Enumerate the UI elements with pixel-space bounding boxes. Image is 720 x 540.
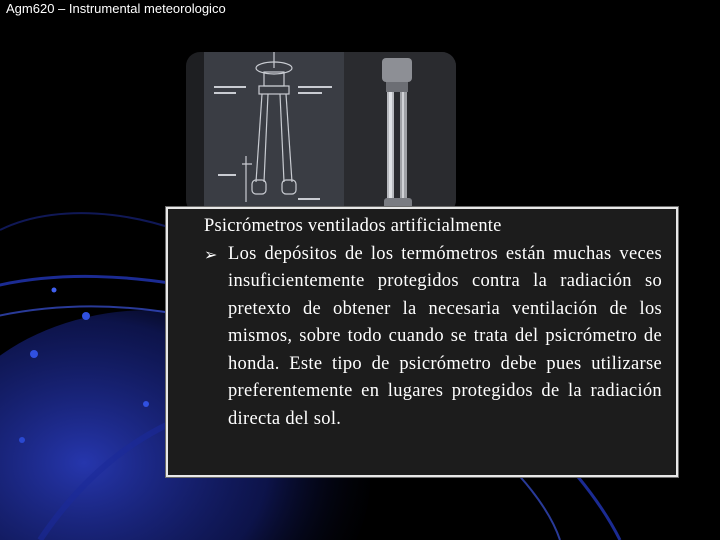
orb-dot (143, 401, 149, 407)
orb-dot (19, 437, 25, 443)
orb-dot (30, 350, 38, 358)
orb-dot (52, 288, 57, 293)
diagram-label (214, 86, 246, 88)
arrow-bullet-icon: ➢ (204, 244, 218, 264)
content-text-box (166, 207, 678, 477)
orb-dot (82, 312, 90, 320)
bullet-text: Los depósitos de los termómetros están muchas veces insuficientemente protegidos contra la radiación so pretexto de obtener la necesaria ventilación de los mismos, sobre todo cuando se trata del psicrómetro de honda. Este tipo de psicrómetro debe pues utilizarse preferentemente en lugares protegidos de la radiación directa del sol. (228, 243, 662, 429)
slide-header: Agm620 – Instrumental meteorologico (6, 1, 226, 16)
content-title: Psicrómetros ventilados artificialmente (204, 216, 502, 236)
psychrometer-image (186, 52, 456, 214)
bullet-item (204, 241, 662, 434)
